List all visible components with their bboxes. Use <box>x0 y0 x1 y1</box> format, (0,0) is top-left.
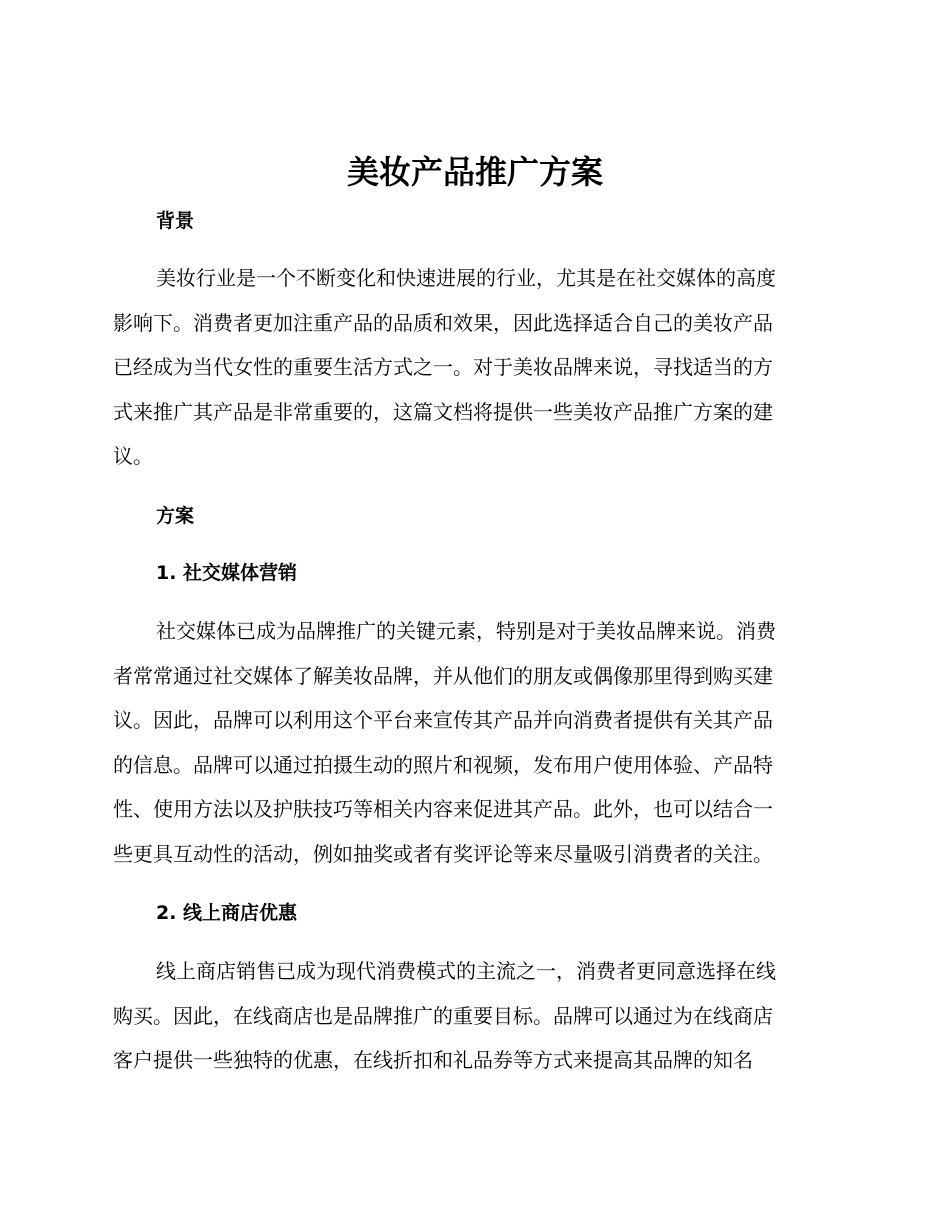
paragraph-line: 些更具互动性的活动，例如抽奖或者有奖评论等来尽量吸引消费者的关注。 <box>113 841 773 866</box>
paragraph-line: 的信息。品牌可以通过拍摄生动的照片和视频，发布用户使用体验、产品特 <box>113 752 773 777</box>
paragraph-line: 社交媒体已成为品牌推广的关键元素，特别是对于美妆品牌来说。消费 <box>156 619 776 643</box>
paragraph-line: 美妆行业是一个不断变化和快速进展的行业，尤其是在社交媒体的高度 <box>156 266 776 290</box>
section-heading-social-media: 1. 社交媒体营销 <box>156 562 298 584</box>
paragraph-background <box>113 256 835 479</box>
paragraph-line: 议。因此，品牌可以利用这个平台来宣传其产品并向消费者提供有关其产品 <box>113 708 773 732</box>
section-heading-online-store: 2. 线上商店优惠 <box>156 902 298 924</box>
section-heading-background: 背景 <box>156 210 195 232</box>
section-heading-plan: 方案 <box>156 505 195 527</box>
paragraph-line: 已经成为当代女性的重要生活方式之一。对于美妆品牌来说，寻找适当的方 <box>113 355 773 379</box>
paragraph-line: 影响下。消费者更加注重产品的品质和效果，因此选择适合自己的美妆产品 <box>113 310 773 335</box>
paragraph-line: 性、使用方法以及护肤技巧等相关内容来促进其产品。此外，也可以结合一 <box>113 797 773 821</box>
paragraph-line: 议。 <box>113 444 153 468</box>
paragraph-line: 者常常通过社交媒体了解美妆品牌，并从他们的朋友或偶像那里得到购买建 <box>113 663 773 688</box>
paragraph-online-store <box>113 949 835 1083</box>
paragraph-line: 式来推广其产品是非常重要的，这篇文档将提供一些美妆产品推广方案的建 <box>113 399 773 424</box>
document-title: 美妆产品推广方案 <box>346 153 603 191</box>
paragraph-line: 线上商店销售已成为现代消费模式的主流之一，消费者更同意选择在线 <box>156 959 776 983</box>
paragraph-line: 购买。因此，在线商店也是品牌推广的重要目标。品牌可以通过为在线商店 <box>113 1003 773 1028</box>
paragraph-line: 客户提供一些独特的优惠，在线折扣和礼品券等方式来提高其品牌的知名 <box>113 1048 753 1072</box>
paragraph-social-media <box>113 609 835 876</box>
